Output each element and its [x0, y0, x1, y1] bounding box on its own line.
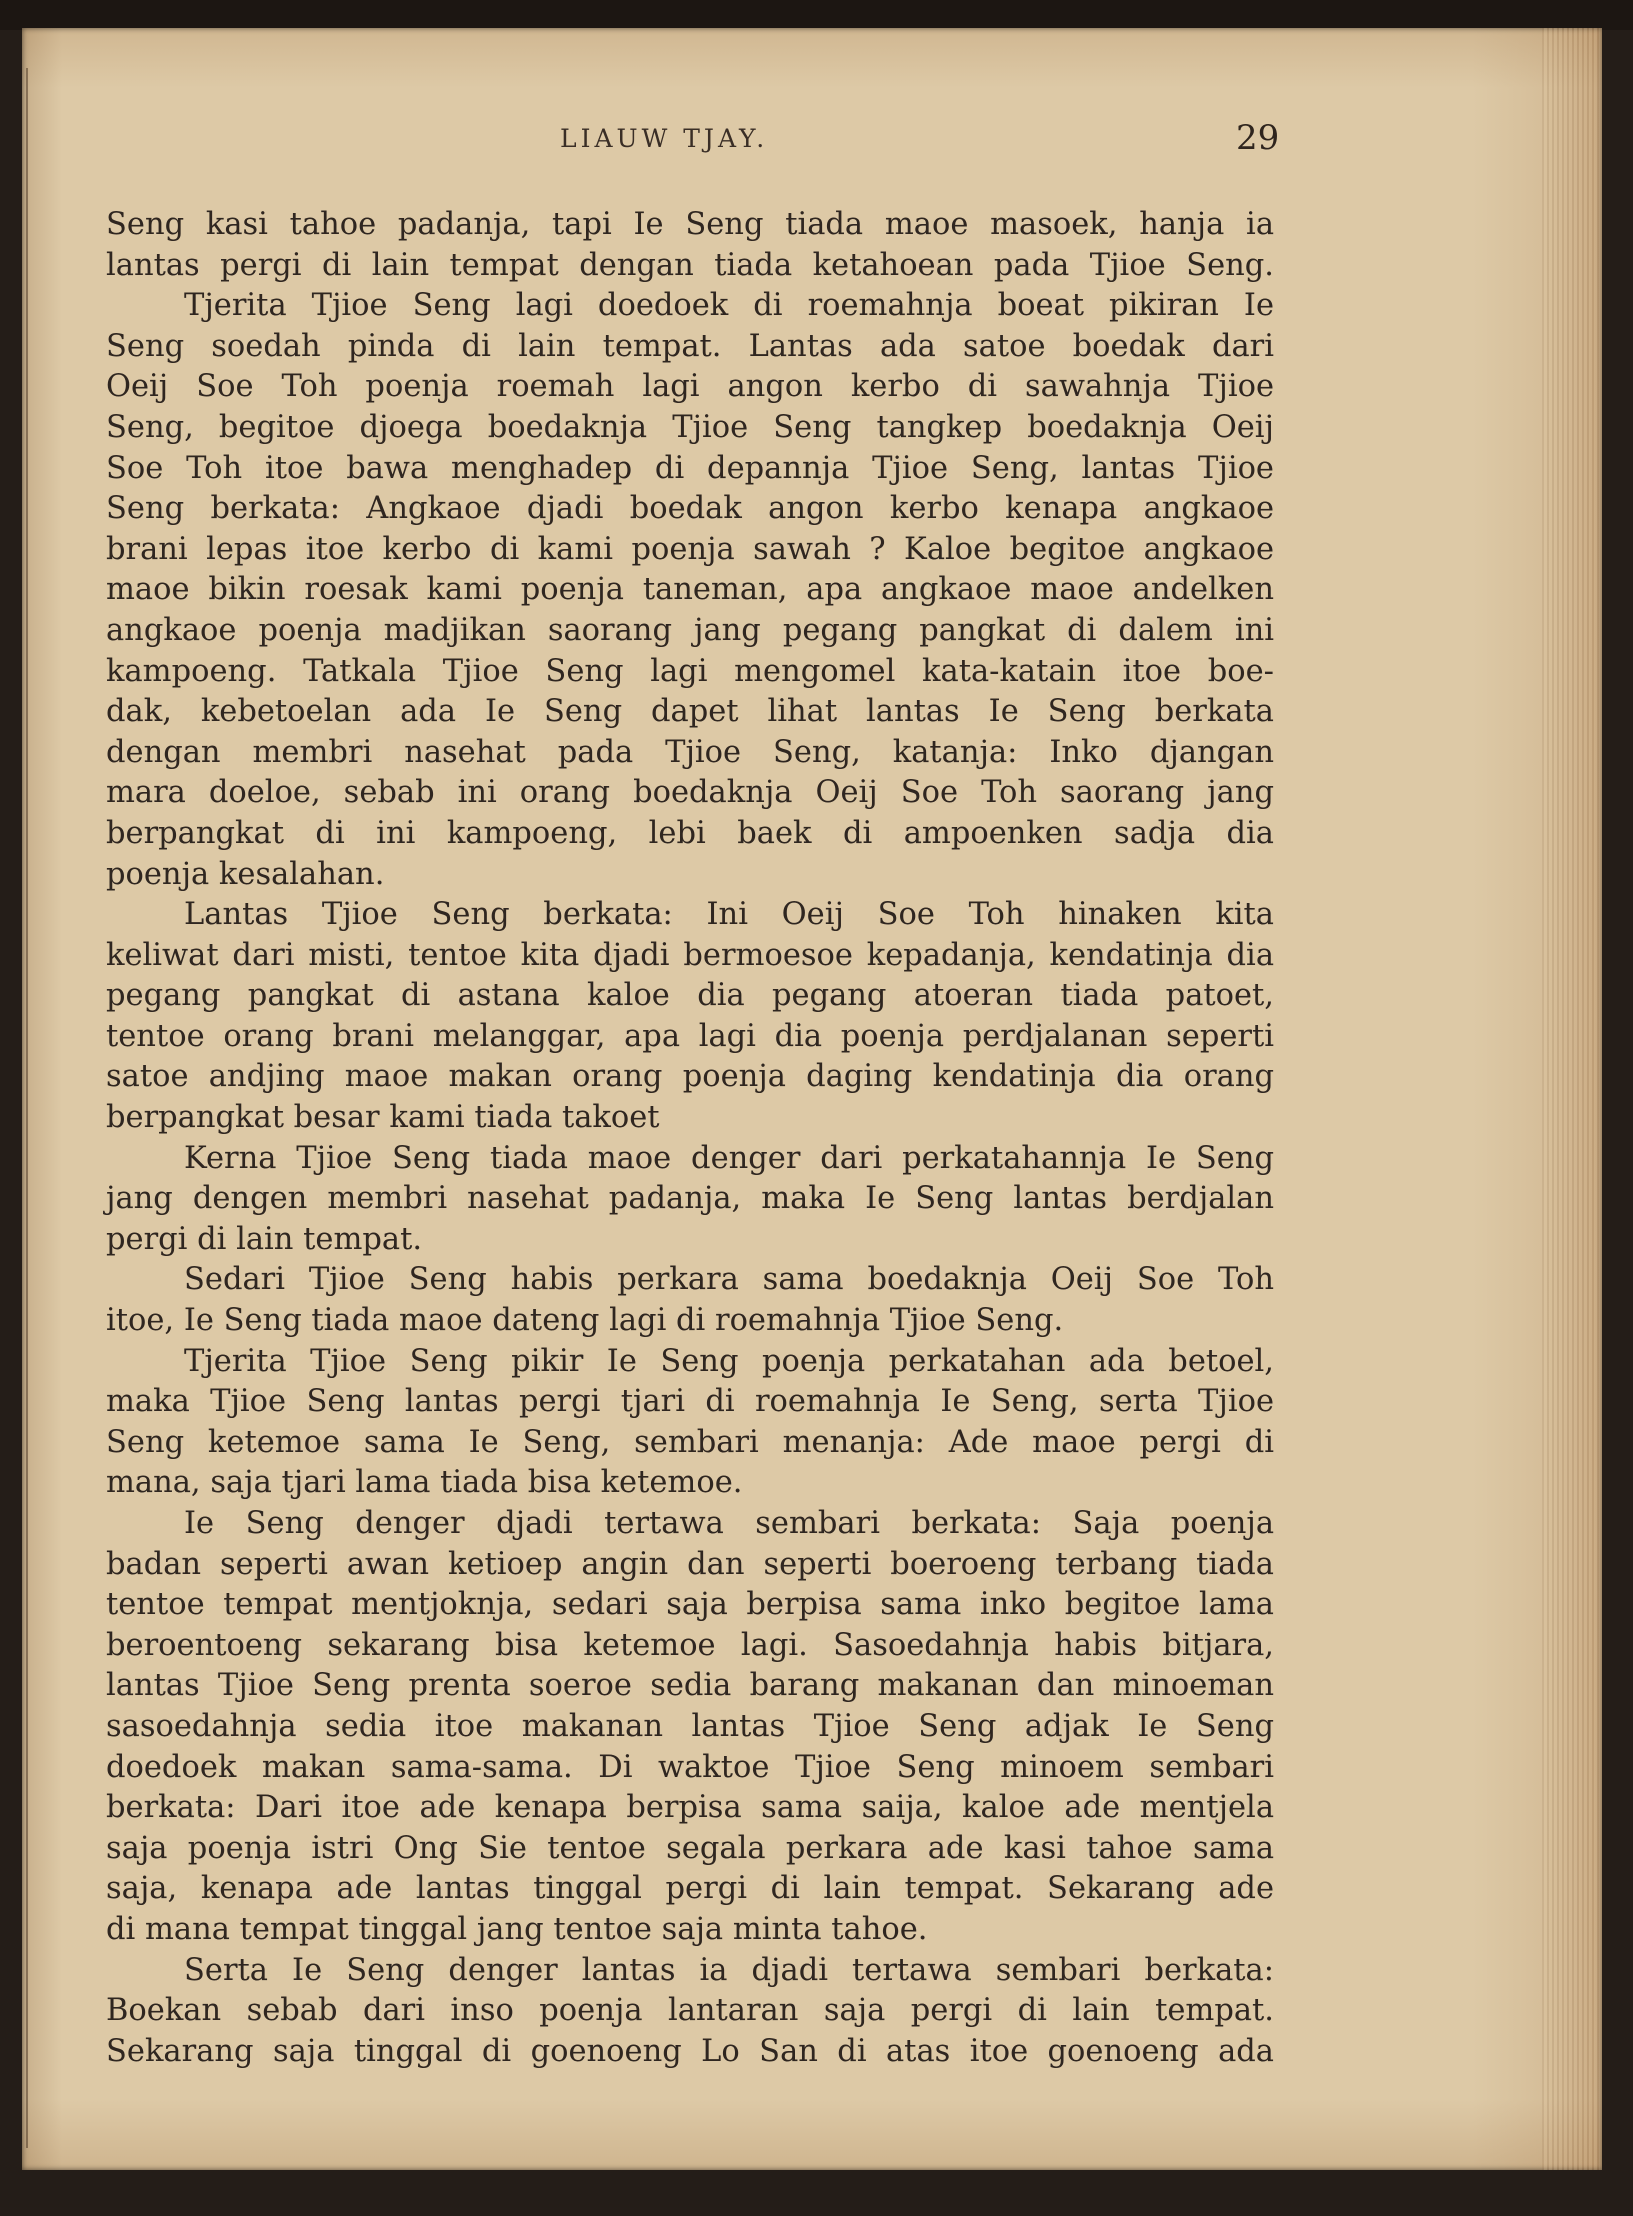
text-line: saja poenja istri Ong Sie tentoe segala perkara ade kasi tahoe sama: [106, 1830, 1274, 1866]
running-title: LIAUW TJAY.: [560, 124, 769, 153]
text-line: Boekan sebab dari inso poenja lantaran saja pergi di lain tempat.: [106, 1993, 1274, 2029]
text-line: pergi di lain tempat.: [106, 1221, 423, 1257]
page-stack-edge: [1542, 28, 1602, 2170]
text-line: kampoeng. Tatkala Tjioe Seng lagi mengomel kata-katain itoe boe-: [106, 653, 1274, 689]
text-line: Sekarang saja tinggal di goenoeng Lo San di atas itoe goenoeng ada: [106, 2033, 1274, 2069]
text-line: Seng soedah pinda di lain tempat. Lantas ada satoe boedak dari: [106, 328, 1274, 364]
text-line: dak, kebetoelan ada Ie Seng dapet lihat lantas Ie Seng berkata: [106, 694, 1274, 730]
text-line: di mana tempat tinggal jang tentoe saja minta tahoe.: [106, 1911, 928, 1947]
body-text: [106, 205, 1274, 2072]
text-line: brani lepas itoe kerbo di kami poenja sawah ? Kaloe begitoe angkaoe: [106, 531, 1274, 567]
text-line: lantas Tjioe Seng prenta soeroe sedia barang makanan dan minoeman: [106, 1668, 1274, 1704]
text-line: Tjerita Tjioe Seng pikir Ie Seng poenja perkatahan ada betoel,: [184, 1343, 1274, 1379]
text-line: Lantas Tjioe Seng berkata: Ini Oeij Soe Toh hinaken kita: [184, 897, 1274, 933]
text-line: Seng kasi tahoe padanja, tapi Ie Seng tiada maoe masoek, hanja ia: [106, 207, 1274, 242]
text-line: saja, kenapa ade lantas tinggal pergi di lain tempat. Sekarang ade: [106, 1871, 1274, 1907]
text-line: Kerna Tjioe Seng tiada maoe denger dari perkatahannja Ie Seng: [184, 1140, 1274, 1176]
text-line: Soe Toh itoe bawa menghadep di depannja Tjioe Seng, lantas Tjioe: [106, 450, 1274, 486]
text-line: satoe andjing maoe makan orang poenja daging kendatinja dia orang: [106, 1059, 1274, 1095]
text-line: pegang pangkat di astana kaloe dia pegang atoeran tiada patoet,: [106, 978, 1274, 1014]
text-line: sasoedahnja sedia itoe makanan lantas Tjioe Seng adjak Ie Seng: [106, 1708, 1274, 1744]
text-line: jang dengen membri nasehat padanja, maka Ie Seng lantas berdjalan: [106, 1181, 1274, 1217]
text-line: mana, saja tjari lama tiada bisa ketemoe.: [106, 1465, 743, 1501]
text-line: tentoe tempat mentjoknja, sedari saja berpisa sama inko begitoe lama: [106, 1587, 1274, 1623]
text-line: doedoek makan sama-sama. Di waktoe Tjioe Seng minoem sembari: [106, 1749, 1274, 1785]
text-line: beroentoeng sekarang bisa ketemoe lagi. Sasoedahnja habis bitjara,: [106, 1627, 1274, 1663]
scan-background-top: [0, 0, 1633, 30]
text-line: Tjerita Tjioe Seng lagi doedoek di roemahnja boeat pikiran Ie: [184, 288, 1274, 324]
page-binding-edge: [26, 68, 28, 2148]
text-line: badan seperti awan ketioep angin dan seperti boeroeng terbang tiada: [106, 1546, 1274, 1582]
text-line: Seng ketemoe sama Ie Seng, sembari menanja: Ade maoe pergi di: [106, 1424, 1274, 1460]
text-line: berpangkat di ini kampoeng, lebi baek di ampoenken sadja dia: [106, 815, 1274, 851]
text-line: itoe, Ie Seng tiada maoe dateng lagi di roemahnja Tjioe Seng.: [106, 1303, 1064, 1339]
page-number: 29: [1236, 118, 1280, 158]
text-line: Sedari Tjioe Seng habis perkara sama boedaknja Oeij Soe Toh: [184, 1262, 1274, 1298]
text-line: dengan membri nasehat pada Tjioe Seng, katanja: Inko djangan: [106, 734, 1274, 770]
text-line: keliwat dari misti, tentoe kita djadi bermoesoe kepadanja, kendatinja dia: [106, 937, 1274, 973]
text-line: lantas pergi di lain tempat dengan tiada ketahoean pada Tjioe Seng.: [106, 247, 1274, 283]
text-line: tentoe orang brani melanggar, apa lagi dia poenja perdjalanan seperti: [106, 1018, 1274, 1054]
text-line: Oeij Soe Toh poenja roemah lagi angon kerbo di sawahnja Tjioe: [106, 369, 1274, 405]
text-line: Ie Seng denger djadi tertawa sembari berkata: Saja poenja: [184, 1506, 1274, 1541]
text-line: berpangkat besar kami tiada takoet: [106, 1100, 660, 1136]
text-line: maka Tjioe Seng lantas pergi tjari di roemahnja Ie Seng, serta Tjioe: [106, 1384, 1274, 1420]
text-line: mara doeloe, sebab ini orang boedaknja Oeij Soe Toh saorang jang: [106, 775, 1274, 811]
running-header: [0, 118, 1633, 164]
text-line: angkaoe poenja madjikan saorang jang pegang pangkat di dalem ini: [106, 612, 1274, 648]
text-line: poenja kesalahan.: [106, 856, 385, 892]
text-line: Seng, begitoe djoega boedaknja Tjioe Seng tangkep boedaknja Oeij: [106, 409, 1274, 445]
text-line: Seng berkata: Angkaoe djadi boedak angon kerbo kenapa angkaoe: [106, 491, 1274, 527]
text-line: Serta Ie Seng denger lantas ia djadi tertawa sembari berkata:: [184, 1952, 1274, 1988]
text-line: berkata: Dari itoe ade kenapa berpisa sama saija, kaloe ade mentjela: [106, 1790, 1274, 1826]
text-line: maoe bikin roesak kami poenja taneman, apa angkaoe maoe andelken: [106, 572, 1274, 608]
